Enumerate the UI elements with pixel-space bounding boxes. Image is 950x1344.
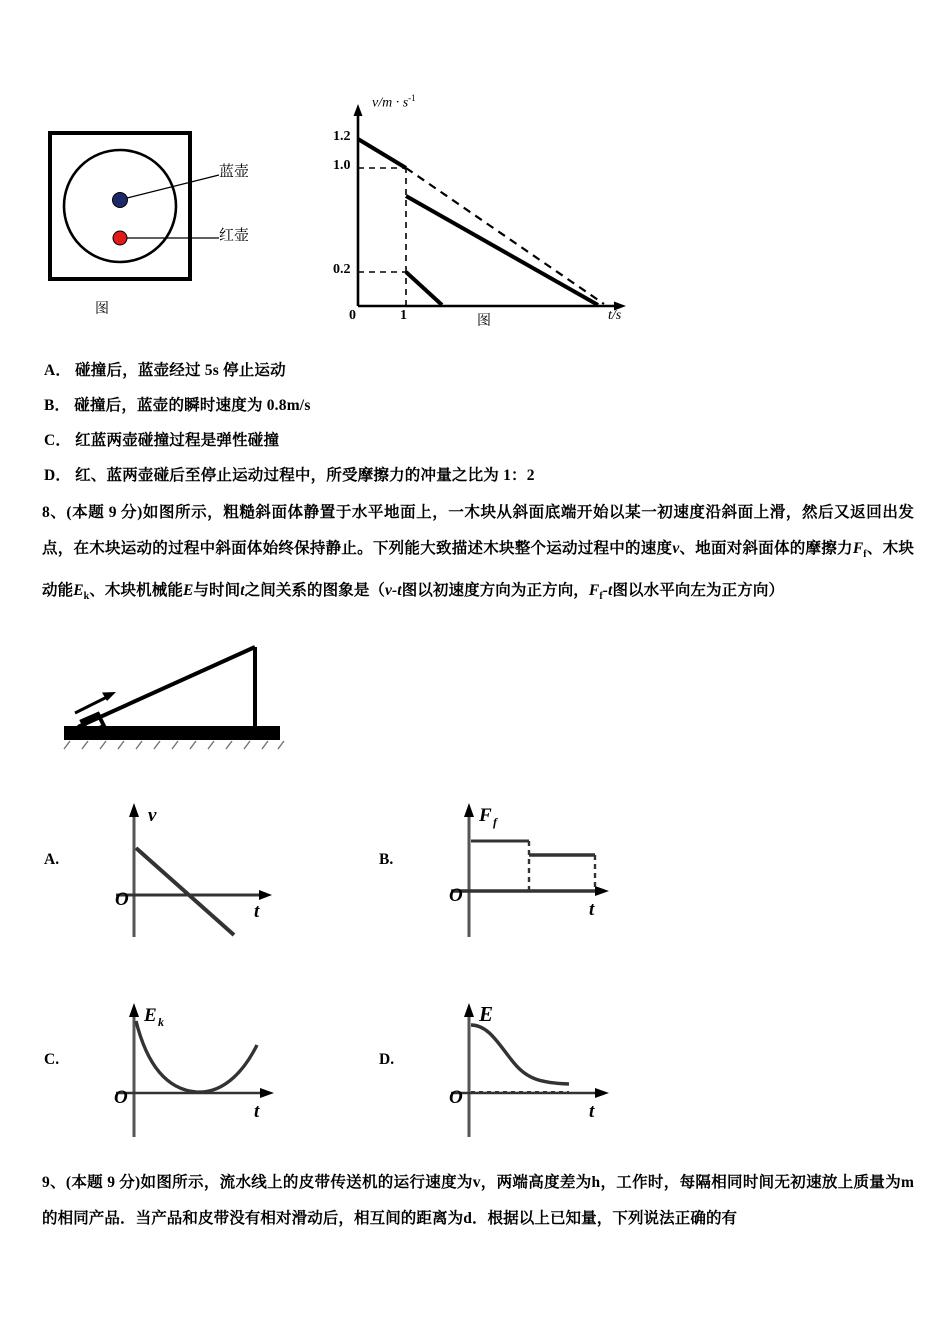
b-x-axis-arrow: [595, 886, 609, 896]
x-axis-label: t/s: [608, 308, 622, 323]
a-y-axis-label: v: [148, 805, 157, 826]
q8-note-Ff-sub: f: [599, 591, 603, 603]
q8-body-7: 图以初速度方向为正方向，: [401, 582, 589, 600]
d-origin-label: O: [449, 1087, 463, 1108]
x-tick-1: 1: [400, 308, 407, 323]
q9-body-4: 的相同产品．当产品和皮带没有相对滑动后，相互间的距离为: [42, 1210, 464, 1227]
b-y-axis-sublabel: f: [493, 815, 497, 829]
answer-c-tag: C.: [44, 1051, 60, 1068]
d-x-axis-label: t: [589, 1101, 595, 1122]
a-origin-label: O: [115, 889, 129, 910]
a-y-axis-arrow: [129, 803, 139, 817]
q9-var-d: d: [463, 1210, 472, 1227]
x-tick-0: 0: [349, 308, 356, 323]
series-blue-extrapolation: [406, 168, 604, 304]
b-y-axis-arrow: [464, 803, 474, 817]
d-x-axis-arrow: [595, 1088, 609, 1098]
series-blue-after: [406, 196, 598, 305]
blue-pot-dot: [113, 193, 128, 208]
q9-score: (本题 9 分): [65, 1174, 141, 1191]
q8-var-Ff-sub: f: [863, 549, 867, 561]
q9-var-m: m: [901, 1174, 915, 1191]
inclined-plane-figure: [58, 641, 293, 759]
q9-number: 9、: [42, 1174, 66, 1191]
y-axis-label: $v/m \cdot s^{-1}$: [372, 93, 416, 111]
q8-body-3: 、木块动能: [42, 540, 914, 600]
c-x-axis-arrow: [260, 1088, 274, 1098]
ground-hatching: [64, 741, 284, 749]
figure2-caption: 图: [477, 313, 491, 329]
d-y-axis-arrow: [464, 1003, 474, 1017]
answer-graph-a: [42, 795, 302, 945]
b-origin-label: O: [449, 885, 463, 906]
option-d-text: 红、蓝两壶碰后至停止运动过程中，所受摩擦力的冲量之比为 1：2: [75, 467, 535, 484]
q8-note-vt: v-t: [385, 582, 402, 600]
question-8-text: [42, 495, 914, 615]
d-y-axis-label: E: [479, 1002, 494, 1026]
series-blue-before: [358, 139, 406, 168]
b-y-axis-label: F: [479, 805, 492, 826]
c-y-axis-arrow: [129, 1003, 139, 1017]
y-tick-1.0: 1.0: [333, 158, 351, 173]
question-9-text: [42, 1165, 914, 1237]
answer-a-tag: A.: [44, 851, 60, 868]
q8-var-Ff: F: [852, 540, 864, 557]
c-series-curve: [136, 1021, 257, 1092]
option-b-label: B．: [44, 397, 71, 414]
answer-graph-b: [377, 795, 637, 945]
q9-var-v: v: [472, 1174, 481, 1191]
q8-var-Ek-sub: k: [83, 591, 90, 603]
q8-score: (本题 9 分): [66, 504, 143, 521]
y-tick-0.2: 0.2: [333, 262, 351, 277]
red-pot-dot: [113, 231, 127, 245]
q8-var-E: E: [182, 582, 194, 600]
b-x-axis-label: t: [589, 899, 595, 920]
q8-var-t: t: [240, 582, 245, 600]
q9-body-1: 如图所示，流水线上的皮带传送机的运行速度为: [140, 1174, 473, 1191]
option-c: [44, 428, 279, 450]
q9-var-h: h: [591, 1174, 601, 1191]
option-c-text: 红蓝两壶碰撞过程是弹性碰撞: [75, 432, 280, 449]
option-d: [44, 463, 535, 485]
incline-hypotenuse: [78, 647, 255, 727]
a-series-line: [136, 848, 234, 935]
q8-var-v: v: [672, 540, 680, 557]
q8-body-5: 与时间: [193, 582, 241, 600]
option-a-label: A．: [44, 362, 72, 379]
y-tick-1.2: 1.2: [333, 129, 351, 144]
y-axis-arrow: [354, 104, 363, 116]
c-x-axis-label: t: [254, 1101, 260, 1122]
q9-body-5: ．根据以上已知量，下列说法正确的有: [471, 1210, 738, 1227]
answer-graph-c: [42, 995, 302, 1145]
option-c-label: C．: [44, 432, 72, 449]
q8-body-6: 之间关系的图象是（: [244, 582, 386, 600]
option-a-text: 碰撞后，蓝壶经过 5s 停止运动: [75, 362, 286, 379]
q8-body-1: 如图所示，粗糙斜面体静置于水平地面上，一木块从斜面底端开始以某一初速度沿斜面上滑，然后又返回出发点，在木块运动的过程中斜面体始终保持静止。下列能大致描述木块整个运动过程中的速度: [42, 504, 915, 557]
series-red-after: [406, 272, 442, 305]
figure1-caption: 图: [95, 301, 109, 317]
q8-note-Ff: F: [588, 582, 600, 600]
q9-body-3: ，工作时，每隔相同时间无初速放上质量为: [600, 1174, 902, 1191]
answer-graph-d: [377, 995, 637, 1145]
option-b: [44, 393, 311, 415]
q8-number: 8、: [42, 504, 67, 521]
q8-note-Ff-tail: -t: [602, 582, 613, 600]
c-y-axis-sublabel: k: [158, 1015, 164, 1029]
c-origin-label: O: [114, 1087, 128, 1108]
q8-body-2: 、地面对斜面体的摩擦力: [679, 540, 853, 557]
velocity-time-graph: [333, 93, 646, 323]
red-pot-label: 红壶: [219, 226, 250, 244]
option-d-label: D．: [44, 467, 72, 484]
q8-var-Ek: E: [73, 582, 84, 600]
blue-pot-label: 蓝壶: [219, 162, 250, 180]
a-x-axis-label: t: [254, 901, 260, 922]
answer-b-tag: B.: [379, 851, 394, 868]
option-b-text: 碰撞后，蓝壶的瞬时速度为 0.8m/s: [74, 397, 311, 414]
q8-body-4: 、木块机械能: [89, 582, 183, 600]
answer-d-tag: D.: [379, 1051, 395, 1068]
a-x-axis-arrow: [259, 890, 272, 900]
c-y-axis-label: E: [144, 1005, 157, 1026]
q8-body-8: 图以水平向左为正方向）: [612, 582, 785, 600]
q9-body-2: ，两端高度差为: [480, 1174, 592, 1191]
d-series-curve: [471, 1025, 569, 1084]
curling-circle-figure: [47, 130, 337, 340]
option-a: [44, 358, 286, 380]
